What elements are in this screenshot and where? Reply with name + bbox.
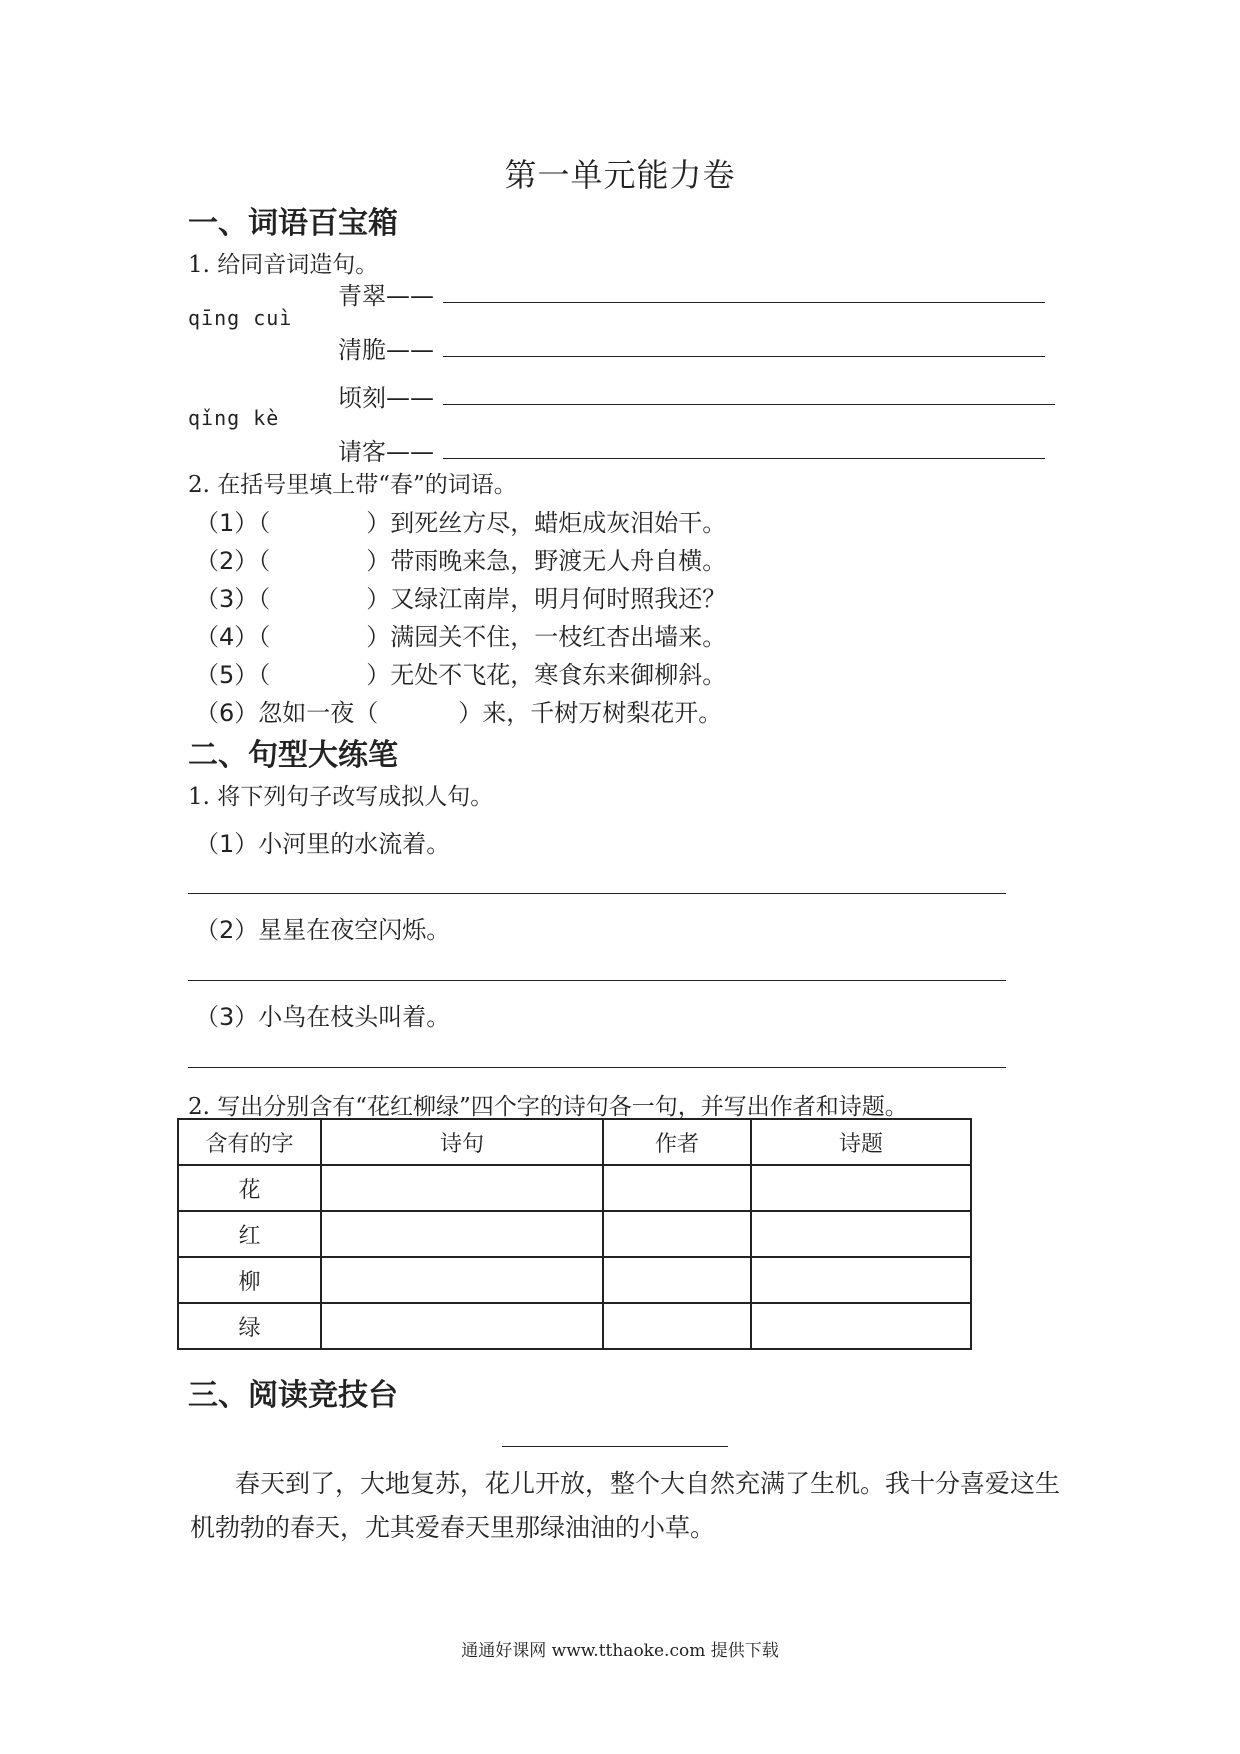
sentence-item: （3）小鸟在枝头叫着。 xyxy=(195,1003,451,1031)
fill-item xyxy=(195,655,726,690)
item-post: ）来，千树万树梨花开。 xyxy=(458,699,723,727)
author-cell[interactable] xyxy=(603,1303,751,1349)
word-label: 顷刻—— xyxy=(338,384,434,412)
poem-table xyxy=(177,1118,972,1350)
answer-line[interactable] xyxy=(443,356,1045,357)
page-title: 第一单元能力卷 xyxy=(504,156,736,194)
item-pre: （ xyxy=(258,509,271,537)
title-cell[interactable] xyxy=(751,1211,971,1257)
fill-item xyxy=(195,541,726,576)
table-header: 诗句 xyxy=(321,1119,603,1165)
table-header: 作者 xyxy=(603,1119,751,1165)
item-number: （3） xyxy=(195,585,259,613)
title-cell[interactable] xyxy=(751,1257,971,1303)
item-pre: （ xyxy=(258,661,271,689)
pinyin-label: qǐng kè xyxy=(188,406,280,430)
fill-item xyxy=(195,693,722,728)
word-label: 清脆—— xyxy=(338,336,434,364)
item-post: ）到死丝方尽，蜡炬成灰泪始干。 xyxy=(366,509,727,537)
row-character: 绿 xyxy=(178,1303,321,1349)
poem-cell[interactable] xyxy=(321,1165,603,1211)
fill-item xyxy=(195,579,726,614)
section-heading-2: 二、句型大练笔 xyxy=(188,738,398,773)
title-cell[interactable] xyxy=(751,1165,971,1211)
item-pre: （ xyxy=(258,585,271,613)
item-post: ）带雨晚来急，野渡无人舟自横。 xyxy=(366,547,727,575)
sentence-item: （2）星星在夜空闪烁。 xyxy=(195,916,451,944)
author-cell[interactable] xyxy=(603,1257,751,1303)
word-label: 青翠—— xyxy=(338,282,434,310)
answer-line[interactable] xyxy=(188,1067,1006,1068)
author-cell[interactable] xyxy=(603,1211,751,1257)
table-header: 含有的字 xyxy=(178,1119,321,1165)
table-header-row xyxy=(178,1119,971,1165)
row-character: 红 xyxy=(178,1211,321,1257)
question-1-prompt: 1. 给同音词造句。 xyxy=(188,252,379,278)
table-row xyxy=(178,1303,971,1349)
item-number: （1） xyxy=(195,509,259,537)
section-heading-3: 三、阅读竞技台 xyxy=(188,1378,398,1413)
poem-cell[interactable] xyxy=(321,1303,603,1349)
item-number: （6） xyxy=(195,699,259,727)
row-character: 柳 xyxy=(178,1257,321,1303)
author-cell[interactable] xyxy=(603,1165,751,1211)
item-number: （4） xyxy=(195,623,259,651)
answer-line[interactable] xyxy=(443,302,1045,303)
question-2-prompt: 2. 写出分别含有“花红柳绿”四个字的诗句各一句，并写出作者和诗题。 xyxy=(188,1094,908,1120)
poem-cell[interactable] xyxy=(321,1257,603,1303)
question-2-prompt: 2. 在括号里填上带“春”的词语。 xyxy=(188,472,517,498)
table-row xyxy=(178,1257,971,1303)
title-cell[interactable] xyxy=(751,1303,971,1349)
pinyin-label: qīng cuì xyxy=(188,306,293,330)
item-post: ）又绿江南岸，明月何时照我还？ xyxy=(366,585,727,613)
table-row xyxy=(178,1211,971,1257)
fill-item xyxy=(195,503,726,538)
table-header: 诗题 xyxy=(751,1119,971,1165)
answer-line[interactable] xyxy=(443,404,1055,405)
item-pre: （ xyxy=(258,547,271,575)
reading-passage: 春天到了，大地复苏，花儿开放，整个大自然充满了生机。我十分喜爱这生机勃勃的春天，尤其爱春天里那绿油油的小草。 xyxy=(190,1469,1061,1542)
item-post: ）满园关不住，一枝红杏出墙来。 xyxy=(366,623,727,651)
fill-item xyxy=(195,617,726,652)
item-number: （2） xyxy=(195,547,259,575)
item-pre: 忽如一夜（ xyxy=(258,699,379,727)
item-number: （5） xyxy=(195,661,259,689)
item-pre: （ xyxy=(258,623,271,651)
answer-line[interactable] xyxy=(188,980,1006,981)
sentence-item: （1）小河里的水流着。 xyxy=(195,830,451,858)
section-heading-1: 一、词语百宝箱 xyxy=(188,206,398,241)
table-row xyxy=(178,1165,971,1211)
item-post: ）无处不飞花，寒食东来御柳斜。 xyxy=(366,661,727,689)
word-label: 请客—— xyxy=(338,438,434,466)
answer-line[interactable] xyxy=(443,458,1045,459)
row-character: 花 xyxy=(178,1165,321,1211)
question-1-prompt: 1. 将下列句子改写成拟人句。 xyxy=(188,784,494,810)
poem-cell[interactable] xyxy=(321,1211,603,1257)
answer-line[interactable] xyxy=(188,893,1006,894)
footer-credit: 通通好课网 www.tthaoke.com 提供下载 xyxy=(461,1641,779,1661)
passage-title-blank[interactable] xyxy=(502,1446,728,1447)
